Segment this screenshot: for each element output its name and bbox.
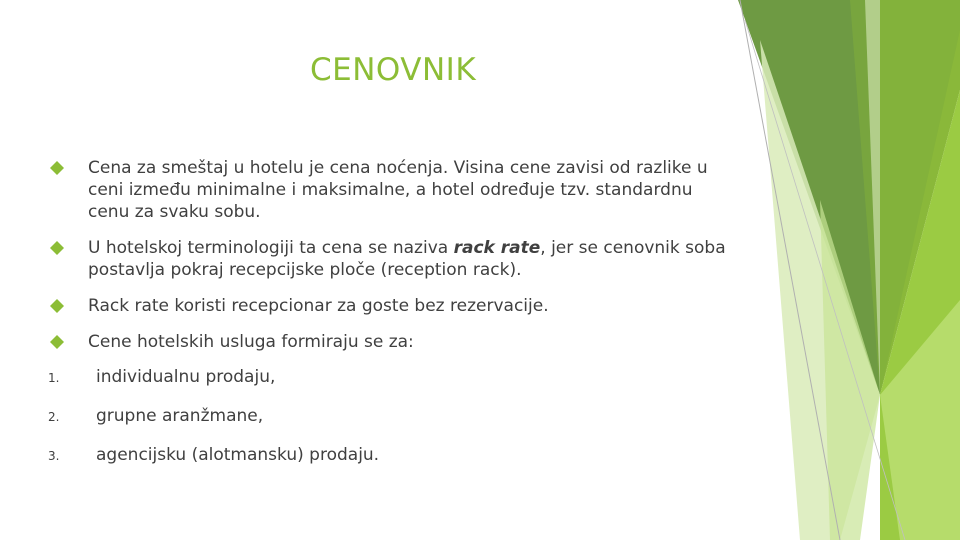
bullet-item xyxy=(48,157,738,223)
item-number: 3. xyxy=(48,449,60,463)
item-number: 2. xyxy=(48,410,60,424)
bullet-text: Rack rate koristi recepcionar za goste bez rezervacije. xyxy=(88,296,549,316)
diamond-bullet-icon xyxy=(50,241,64,255)
diamond-bullet-icon xyxy=(50,161,64,175)
diamond-bullet-icon xyxy=(50,299,64,313)
bullet-text: Cena za smeštaj u hotelu je cena noćenja. Visina cene zavisi od razlike u ceni između minimalne i maksimalne, a hotel određuje tzv. standardnu cenu za svaku sobu. xyxy=(88,158,708,222)
bullet-text-after: , jer se cenovnik soba postavlja pokraj recepcijske ploče (reception rack). xyxy=(88,238,726,280)
item-number: 1. xyxy=(48,371,60,385)
numbered-item xyxy=(48,444,738,466)
bullet-item xyxy=(48,237,738,281)
item-text: individualnu prodaju, xyxy=(96,367,276,387)
diamond-bullet-icon xyxy=(50,335,64,349)
bullet-item xyxy=(48,295,738,317)
slide-title: CENOVNIK xyxy=(310,52,477,88)
numbered-item xyxy=(48,366,738,388)
item-text: agencijsku (alotmansku) prodaju. xyxy=(96,445,380,465)
bullet-item xyxy=(48,331,738,353)
bullet-text: Cene hotelskih usluga formiraju se za: xyxy=(88,332,414,352)
numbered-item xyxy=(48,405,738,427)
bullet-text-before: U hotelskoj terminologiji ta cena se naziva xyxy=(88,238,454,258)
item-text: grupne aranžmane, xyxy=(96,406,264,426)
slide-content xyxy=(48,157,738,483)
rack-rate-emphasis: rack rate xyxy=(453,238,541,258)
